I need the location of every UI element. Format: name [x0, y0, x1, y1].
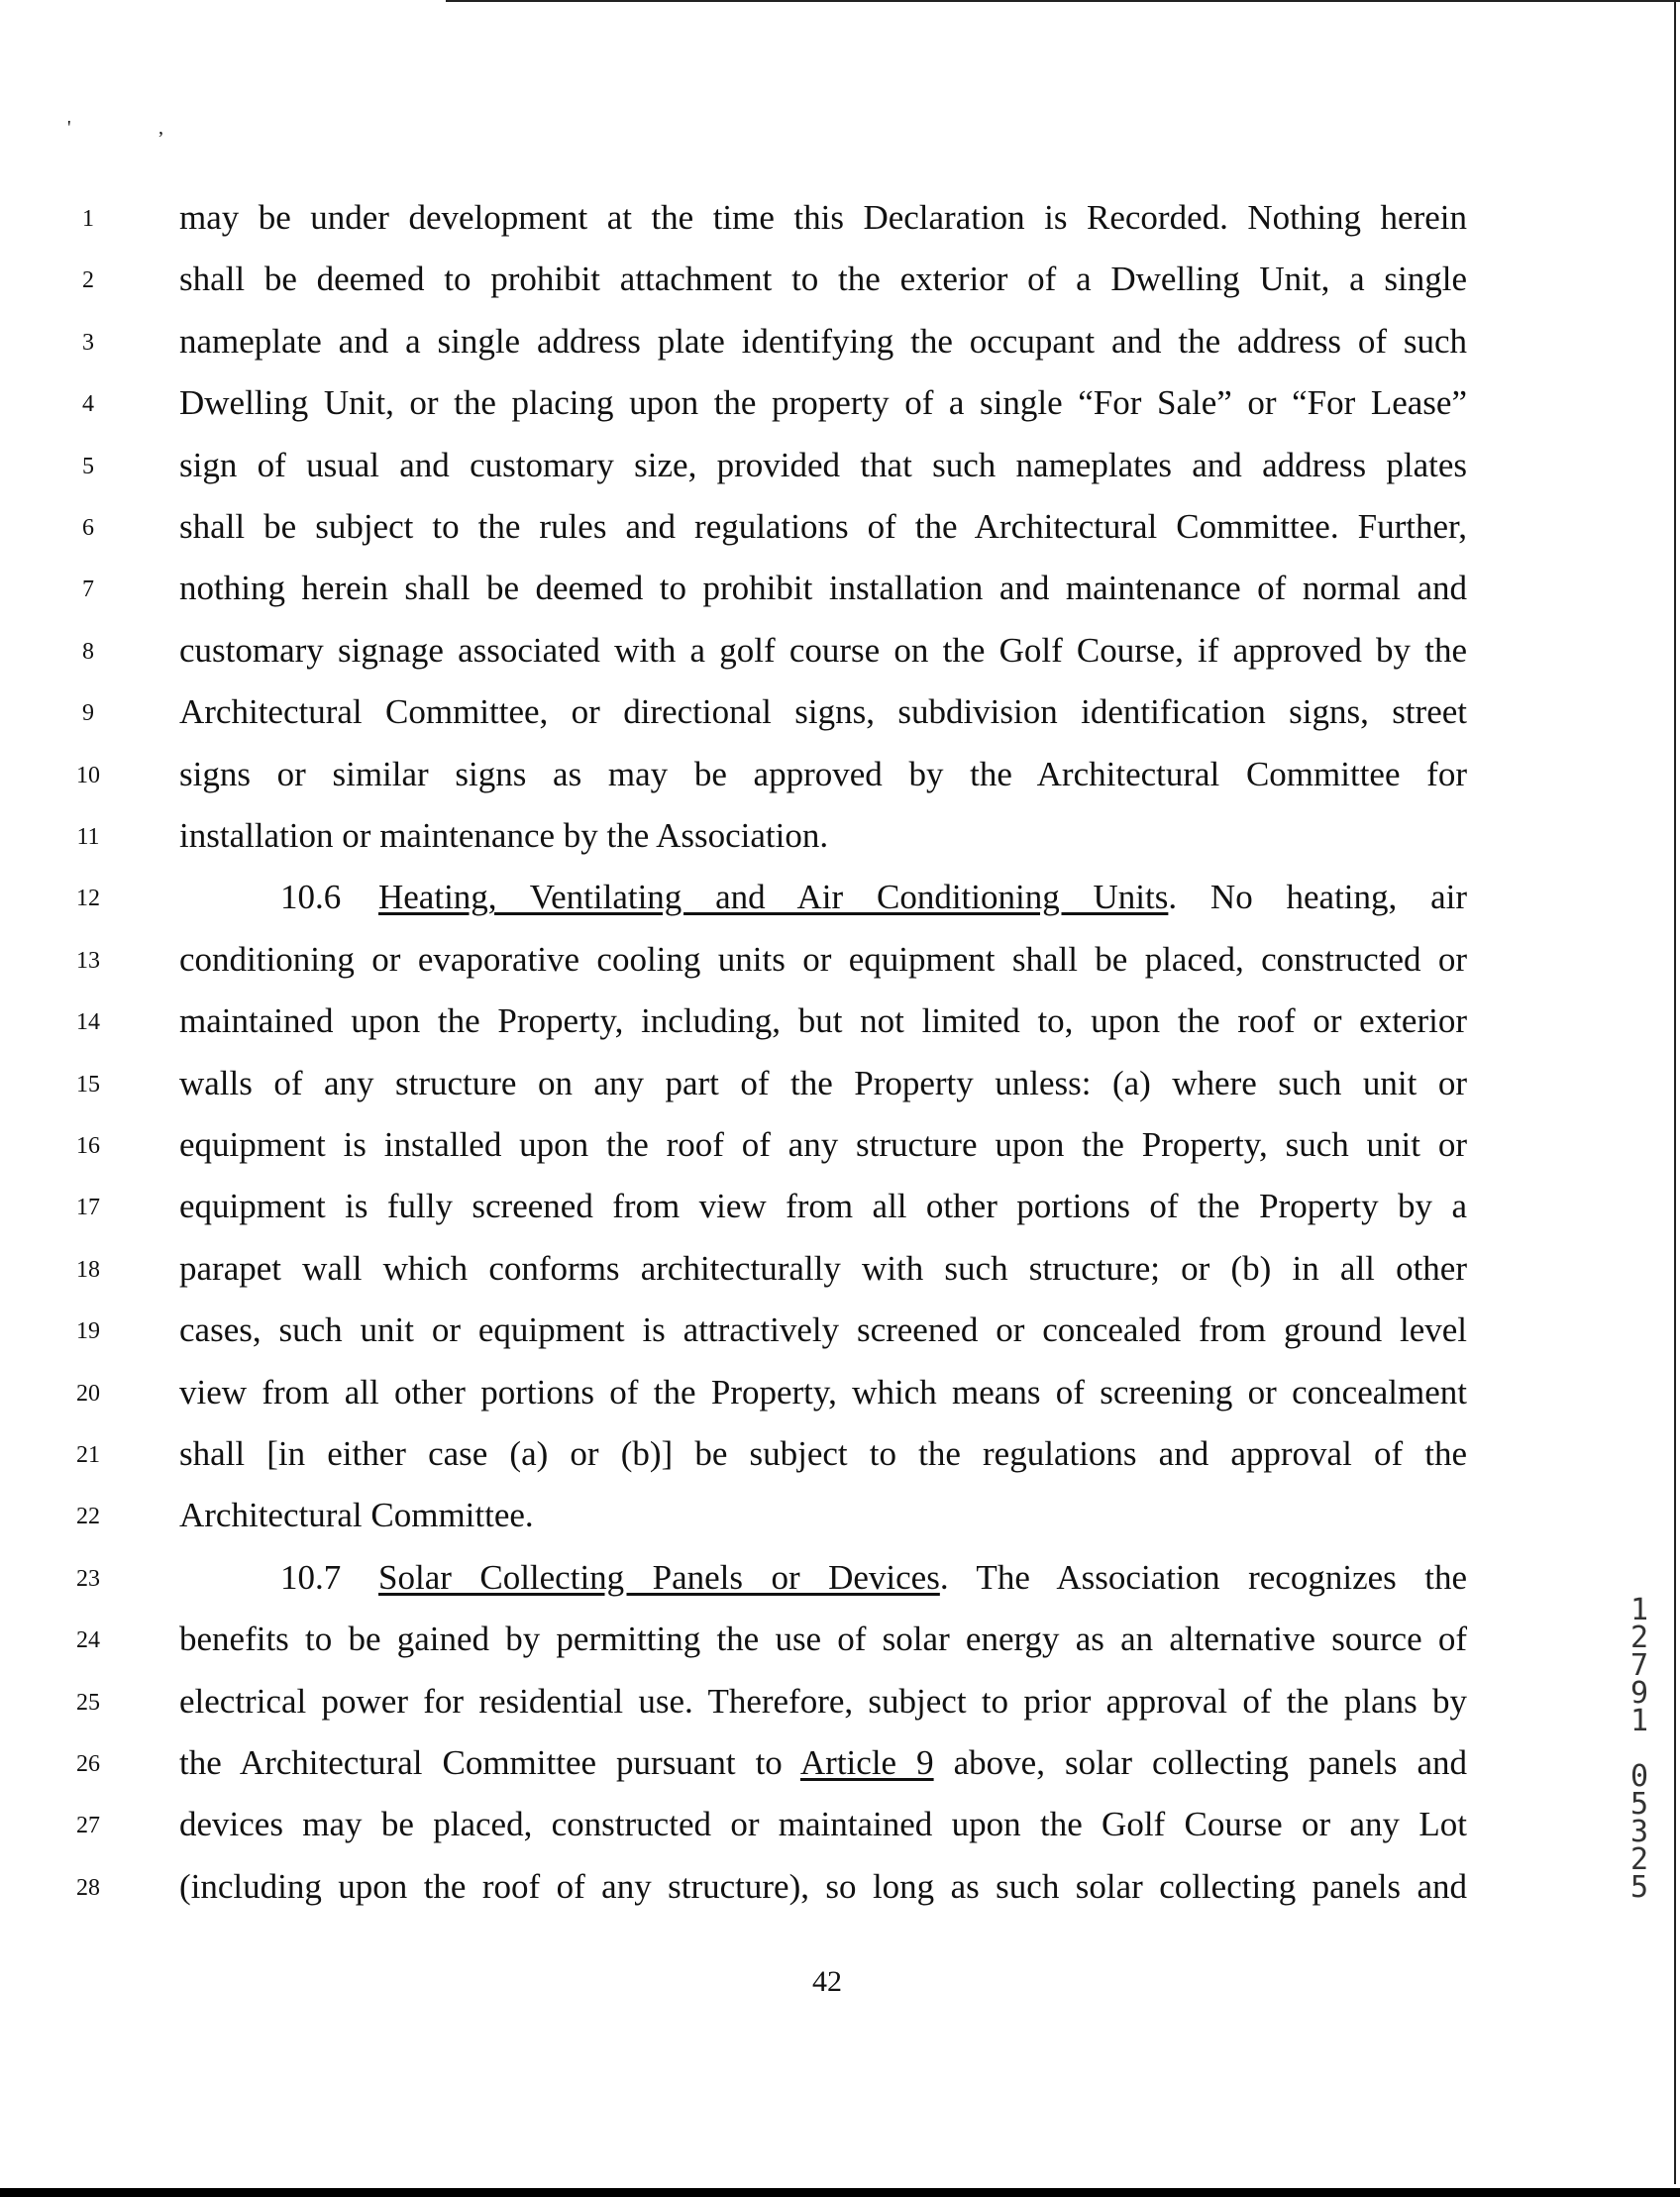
line-number: 11 [76, 824, 100, 850]
text-run: cases, such unit or equipment is attractively screened or concealed from ground level [179, 1310, 1467, 1350]
text-run: (including upon the roof of any structure), so long as such solar collecting panels and [179, 1866, 1467, 1906]
line-number: 7 [82, 576, 94, 603]
text-run: view from all other portions of the Property, which means of screening or concealment [179, 1372, 1467, 1412]
line-text [179, 1064, 1467, 1103]
stamp-digit: 5 [1629, 1787, 1649, 1822]
stamp-digit: 1 [1629, 1593, 1649, 1627]
line-number: 6 [82, 515, 94, 541]
underlined-heading: Article 9 [799, 1743, 934, 1782]
document-line [0, 1620, 1680, 1681]
text-run: equipment is installed upon the roof of any structure upon the Property, such unit or [179, 1125, 1467, 1164]
line-number: 8 [82, 638, 94, 665]
line-text [179, 692, 1467, 732]
line-text [179, 198, 1467, 238]
document-line [0, 878, 1680, 939]
text-run: Dwelling Unit, or the placing upon the property of a single “For Sale” or “For Lease” [179, 383, 1467, 423]
line-text [179, 1434, 1467, 1474]
document-line [0, 1743, 1680, 1805]
line-text [179, 1682, 1467, 1722]
stamp-digit: 7 [1629, 1648, 1649, 1683]
line-text [280, 878, 1467, 917]
document-line [0, 260, 1680, 321]
text-run: sign of usual and customary size, provided that such nameplates and address plates [179, 445, 1467, 484]
text-run: . No heating, air [1168, 878, 1467, 917]
line-text [280, 1558, 1467, 1598]
stamp-digit: 1 [1629, 1704, 1649, 1738]
text-run: shall be deemed to prohibit attachment to the exterior of a Dwelling Unit, a single [179, 260, 1467, 299]
line-number: 26 [76, 1751, 100, 1777]
document-line [0, 1310, 1680, 1372]
stamp-digit: 2 [1629, 1842, 1649, 1877]
document-line [0, 1064, 1680, 1125]
line-text [179, 383, 1467, 423]
line-text [179, 1001, 1467, 1041]
bottom-scan-bar [0, 2188, 1680, 2197]
line-text [179, 631, 1467, 671]
line-text [179, 1125, 1467, 1165]
text-run: shall be subject to the rules and regulations of the Architectural Committee. Further, [179, 507, 1467, 546]
document-line [0, 631, 1680, 692]
text-run: nothing herein shall be deemed to prohibit installation and maintenance of normal and [179, 569, 1467, 608]
line-number: 1 [82, 206, 94, 232]
line-number: 9 [82, 700, 94, 727]
line-text [179, 1310, 1467, 1350]
text-run: the Architectural Committee pursuant to [179, 1743, 800, 1782]
line-number: 14 [76, 1009, 100, 1036]
section-number: 10.6 [280, 878, 342, 917]
recording-stamp [1625, 1593, 1654, 1905]
line-number: 23 [76, 1565, 100, 1592]
line-number: 2 [82, 267, 94, 294]
line-text [179, 1249, 1467, 1289]
document-line [0, 507, 1680, 569]
line-text [179, 569, 1467, 608]
text-run: . The Association recognizes the [939, 1557, 1467, 1597]
line-text [179, 940, 1467, 980]
document-line [0, 1805, 1680, 1866]
line-text [179, 1620, 1467, 1659]
line-text [179, 1867, 1467, 1907]
text-run: conditioning or evaporative cooling units or equipment shall be placed, constructed or [179, 939, 1467, 979]
stamp-digit: 9 [1629, 1676, 1649, 1711]
text-run: signs or similar signs as may be approved by the Architectural Committee for [179, 754, 1467, 793]
document-line [0, 569, 1680, 630]
scan-mark: , [158, 117, 163, 139]
line-number: 5 [82, 453, 94, 479]
document-line [0, 1558, 1680, 1620]
scan-mark: ' [67, 117, 71, 139]
document-line [0, 1001, 1680, 1063]
document-line [0, 322, 1680, 383]
line-text [179, 1743, 1467, 1783]
stamp-digit: 3 [1629, 1815, 1649, 1849]
line-text [179, 816, 1467, 856]
line-number: 28 [76, 1874, 100, 1901]
page-number: 42 [812, 1965, 842, 1998]
text-run: maintained upon the Property, including, but not limited to, upon the roof or exterior [179, 1001, 1467, 1041]
line-number: 24 [76, 1627, 100, 1654]
text-run: electrical power for residential use. Therefore, subject to prior approval of the plans by [179, 1681, 1467, 1721]
line-number: 15 [76, 1071, 100, 1098]
text-run: walls of any structure on any part of the Property unless: (a) where such unit or [179, 1063, 1467, 1102]
document-line [0, 1373, 1680, 1434]
document-line [0, 816, 1680, 878]
text-run: customary signage associated with a golf course on the Golf Course, if approved by the [179, 630, 1467, 670]
document-line [0, 1496, 1680, 1557]
document-line [0, 1187, 1680, 1248]
text-run: parapet wall which conforms architecturally with such structure; or (b) in all other [179, 1248, 1467, 1288]
text-run: nameplate and a single address plate identifying the occupant and the address of such [179, 321, 1467, 361]
line-number: 20 [76, 1380, 100, 1407]
line-number: 21 [76, 1442, 100, 1468]
line-number: 13 [76, 947, 100, 974]
text-run: above, solar collecting panels and [933, 1743, 1467, 1782]
stamp-digit: 0 [1629, 1759, 1649, 1794]
line-number: 25 [76, 1689, 100, 1716]
text-run: may be under development at the time this Declaration is Recorded. Nothing herein [179, 198, 1467, 237]
text-run: shall [in either case (a) or (b)] be subject to the regulations and approval of the [179, 1434, 1467, 1473]
line-number: 18 [76, 1256, 100, 1283]
text-run: Architectural Committee. [179, 1496, 534, 1535]
line-text [179, 1805, 1467, 1844]
text-run: benefits to be gained by permitting the use of solar energy as an alternative source of [179, 1620, 1467, 1659]
line-text [179, 755, 1467, 794]
text-run: installation or maintenance by the Association. [179, 816, 829, 855]
line-number: 19 [76, 1318, 100, 1345]
line-text [179, 260, 1467, 299]
line-number: 4 [82, 391, 94, 418]
text-run: equipment is fully screened from view from all other portions of the Property by a [179, 1187, 1467, 1226]
document-line [0, 446, 1680, 507]
underlined-heading: Solar Collecting Panels or Devices [378, 1557, 940, 1597]
line-number: 16 [76, 1133, 100, 1159]
text-run: Architectural Committee, or directional signs, subdivision identification signs, street [179, 692, 1467, 732]
document-line [0, 1676, 1680, 1743]
document-line [0, 755, 1680, 816]
document-line [0, 1434, 1680, 1496]
top-border-line [446, 0, 1680, 2]
line-number: 27 [76, 1813, 100, 1839]
line-text [179, 507, 1467, 547]
line-number: 12 [76, 886, 100, 912]
line-text [179, 446, 1467, 485]
document-line [0, 940, 1680, 1001]
document-line [0, 1125, 1680, 1187]
stamp-digit: 2 [1629, 1621, 1649, 1655]
line-number: 10 [76, 762, 100, 788]
line-text [179, 1187, 1467, 1226]
line-number: 22 [76, 1504, 100, 1530]
document-line [0, 198, 1680, 260]
section-number: 10.7 [280, 1557, 342, 1597]
text-run: devices may be placed, constructed or maintained upon the Golf Course or any Lot [179, 1805, 1467, 1844]
document-line [0, 383, 1680, 445]
line-text [179, 1496, 1467, 1535]
document-line [0, 1867, 1680, 1929]
line-text [179, 1373, 1467, 1412]
stamp-digit: 5 [1629, 1870, 1649, 1905]
line-number: 17 [76, 1195, 100, 1221]
document-line [0, 1249, 1680, 1310]
underlined-heading: Heating, Ventilating and Air Conditioning Units [378, 878, 1169, 917]
line-text [179, 322, 1467, 362]
line-number: 3 [82, 329, 94, 356]
document-line [0, 692, 1680, 754]
